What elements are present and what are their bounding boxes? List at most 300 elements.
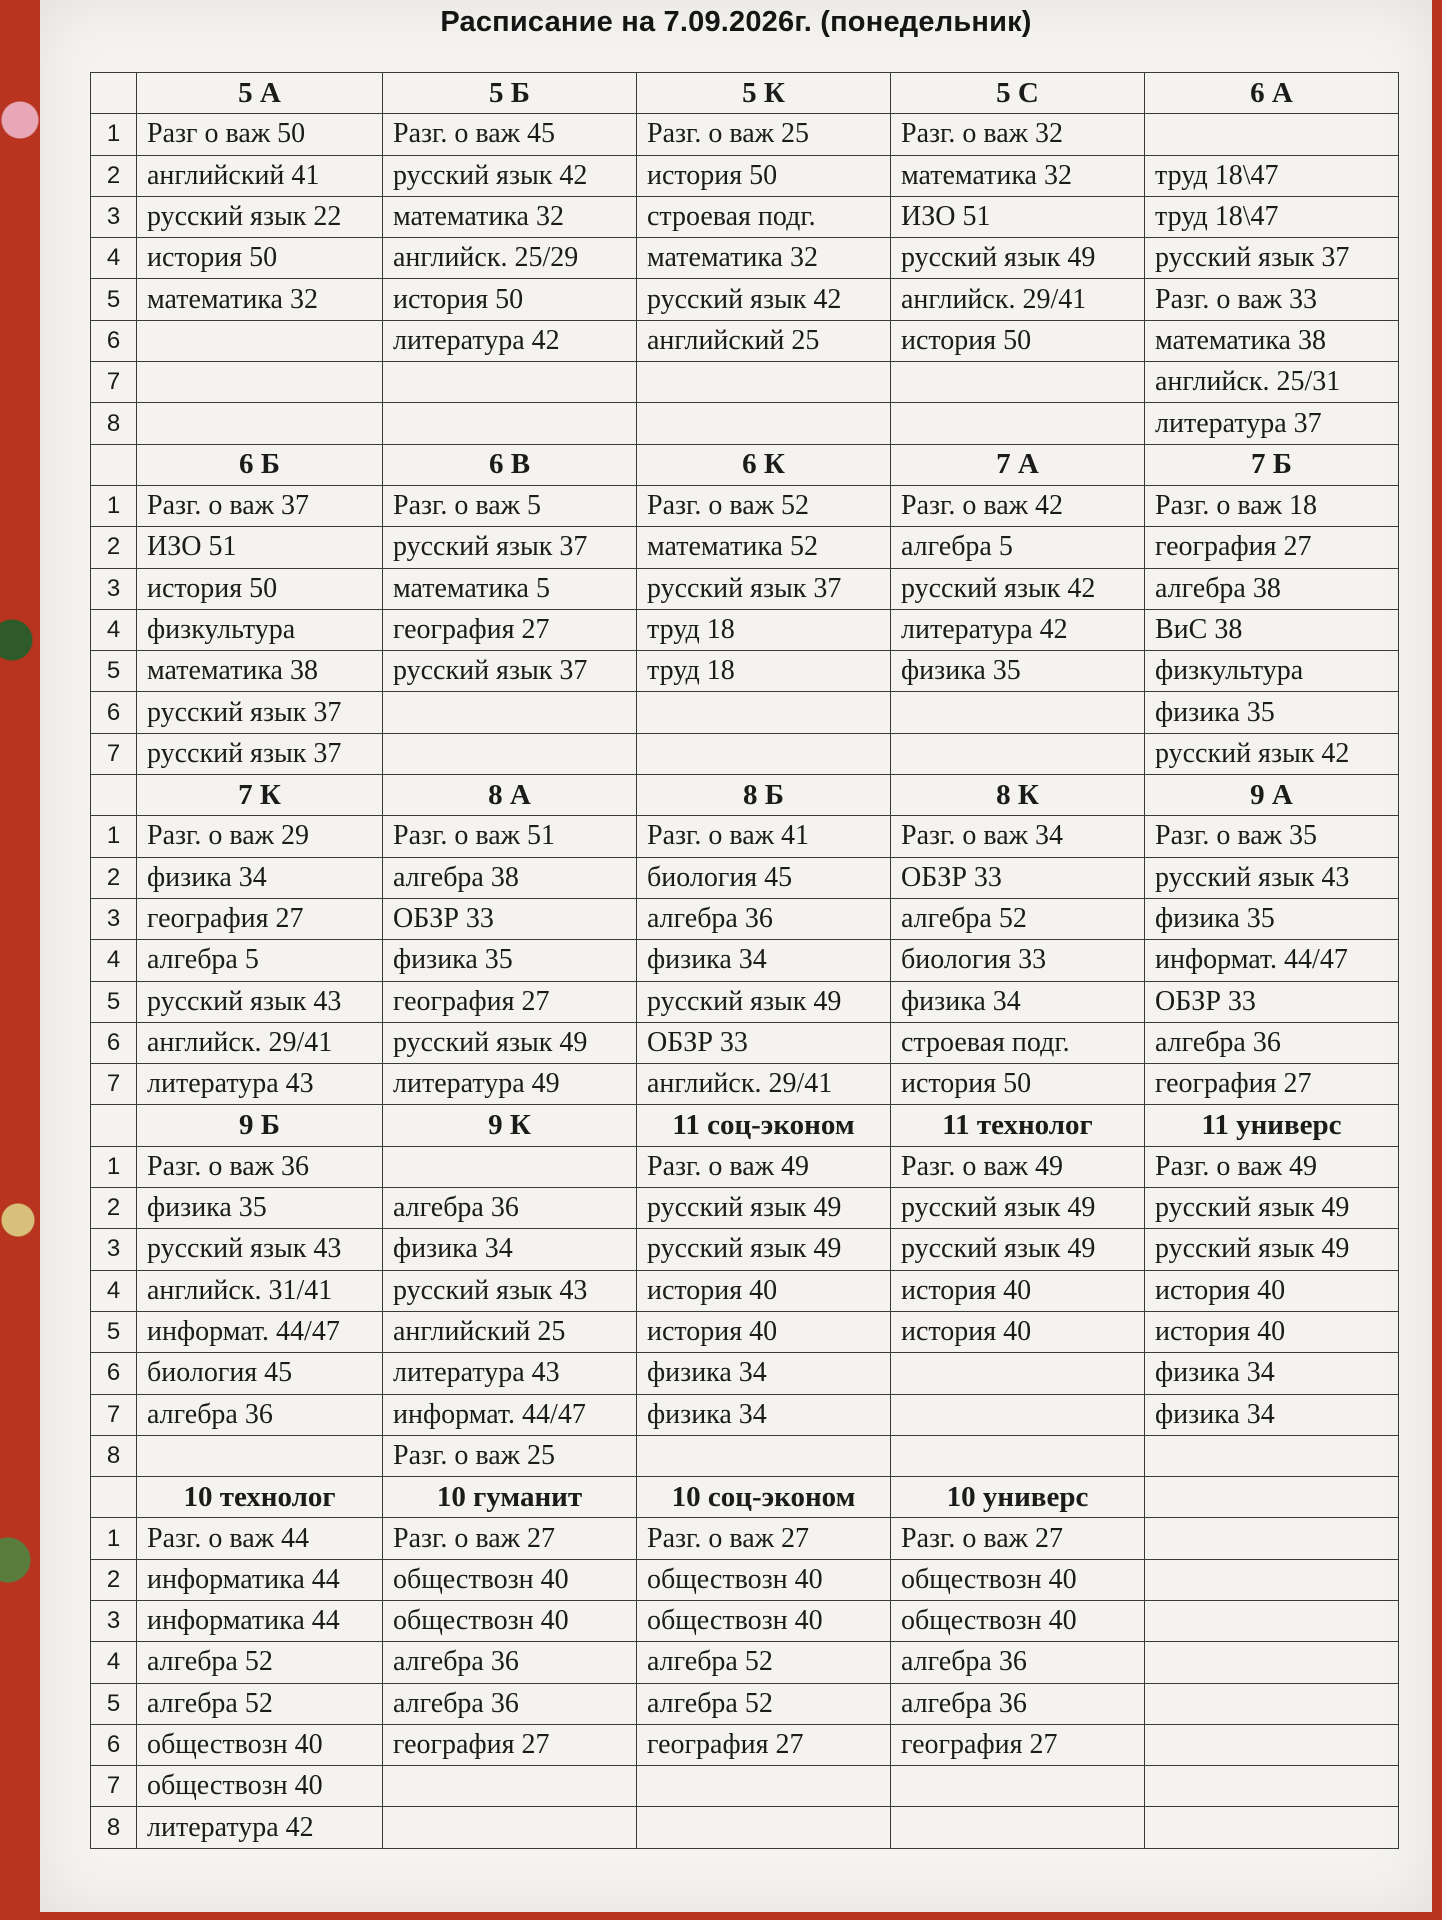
lesson-cell <box>637 403 891 444</box>
lesson-cell <box>1145 1642 1399 1683</box>
lesson-cell: русский язык 43 <box>383 1270 637 1311</box>
lesson-cell: обществозн 40 <box>137 1724 383 1765</box>
lesson-cell: русский язык 42 <box>383 155 637 196</box>
lesson-cell <box>383 1766 637 1807</box>
lesson-row <box>91 114 1399 155</box>
lesson-cell: русский язык 42 <box>891 568 1145 609</box>
lesson-cell: история 50 <box>383 279 637 320</box>
lesson-number-cell: 1 <box>91 816 137 857</box>
lesson-cell <box>637 1766 891 1807</box>
lesson-cell: ВиС 38 <box>1145 609 1399 650</box>
lesson-cell: Разг. о важ 18 <box>1145 485 1399 526</box>
lesson-cell: русский язык 49 <box>891 1188 1145 1229</box>
lesson-cell: физика 34 <box>891 981 1145 1022</box>
header-corner-cell <box>91 1105 137 1146</box>
lesson-cell: Разг. о важ 27 <box>383 1518 637 1559</box>
lesson-row <box>91 651 1399 692</box>
class-name-cell: 8 Б <box>637 775 891 816</box>
lesson-row <box>91 1394 1399 1435</box>
lesson-cell: Разг. о важ 45 <box>383 114 637 155</box>
lesson-number-cell: 6 <box>91 1353 137 1394</box>
lesson-cell: математика 32 <box>637 238 891 279</box>
lesson-cell: литература 42 <box>891 609 1145 650</box>
lesson-cell: физика 35 <box>891 651 1145 692</box>
lesson-cell: труд 18\47 <box>1145 155 1399 196</box>
lesson-cell: русский язык 37 <box>637 568 891 609</box>
lesson-number-cell: 2 <box>91 857 137 898</box>
lesson-cell: литература 43 <box>383 1353 637 1394</box>
header-corner-cell <box>91 775 137 816</box>
lesson-row <box>91 1724 1399 1765</box>
lesson-number-cell: 1 <box>91 1146 137 1187</box>
lesson-cell: ОБЗР 33 <box>383 898 637 939</box>
class-name-cell: 7 Б <box>1145 444 1399 485</box>
lesson-number-cell: 5 <box>91 981 137 1022</box>
lesson-cell: Разг. о важ 27 <box>637 1518 891 1559</box>
lesson-cell: физика 35 <box>137 1188 383 1229</box>
lesson-cell: алгебра 5 <box>137 940 383 981</box>
lesson-row <box>91 485 1399 526</box>
lesson-cell: физика 34 <box>637 1394 891 1435</box>
lesson-cell <box>891 1353 1145 1394</box>
lesson-cell: английский 25 <box>637 320 891 361</box>
lesson-cell <box>637 733 891 774</box>
lesson-cell <box>383 403 637 444</box>
lesson-row <box>91 816 1399 857</box>
lesson-row <box>91 1766 1399 1807</box>
lesson-cell <box>383 692 637 733</box>
lesson-number-cell: 4 <box>91 609 137 650</box>
lesson-cell: алгебра 5 <box>891 527 1145 568</box>
lesson-cell: география 27 <box>383 1724 637 1765</box>
lesson-cell: литература 42 <box>137 1807 383 1848</box>
lesson-number-cell: 8 <box>91 403 137 444</box>
lesson-cell: физика 34 <box>637 940 891 981</box>
lesson-cell: русский язык 43 <box>1145 857 1399 898</box>
lesson-cell: история 40 <box>1145 1270 1399 1311</box>
lesson-cell: география 27 <box>1145 1064 1399 1105</box>
lesson-cell: Разг. о важ 44 <box>137 1518 383 1559</box>
lesson-cell: ОБЗР 33 <box>1145 981 1399 1022</box>
class-name-cell: 5 Б <box>383 73 637 114</box>
lesson-cell: ОБЗР 33 <box>891 857 1145 898</box>
lesson-cell: английский 41 <box>137 155 383 196</box>
lesson-cell: строевая подг. <box>891 1022 1145 1063</box>
lesson-cell: Разг. о важ 35 <box>1145 816 1399 857</box>
lesson-cell: Разг. о важ 5 <box>383 485 637 526</box>
lesson-cell <box>1145 1766 1399 1807</box>
lesson-cell: Разг. о важ 36 <box>137 1146 383 1187</box>
lesson-number-cell: 7 <box>91 1766 137 1807</box>
lesson-number-cell: 3 <box>91 1229 137 1270</box>
lesson-row <box>91 1146 1399 1187</box>
lesson-cell <box>383 362 637 403</box>
lesson-cell: алгебра 52 <box>637 1642 891 1683</box>
lesson-number-cell: 1 <box>91 485 137 526</box>
lesson-cell: английск. 25/31 <box>1145 362 1399 403</box>
lesson-cell: история 50 <box>137 568 383 609</box>
class-name-cell: 5 К <box>637 73 891 114</box>
lesson-cell: физика 35 <box>1145 692 1399 733</box>
lesson-number-cell: 5 <box>91 279 137 320</box>
lesson-cell: русский язык 37 <box>383 651 637 692</box>
lesson-number-cell: 3 <box>91 898 137 939</box>
lesson-cell: информат. 44/47 <box>383 1394 637 1435</box>
lesson-row <box>91 609 1399 650</box>
class-name-cell: 9 А <box>1145 775 1399 816</box>
class-header-row <box>91 444 1399 485</box>
lesson-cell: Разг. о важ 29 <box>137 816 383 857</box>
lesson-row <box>91 1022 1399 1063</box>
lesson-cell: русский язык 37 <box>137 733 383 774</box>
lesson-cell: обществозн 40 <box>891 1600 1145 1641</box>
lesson-number-cell: 8 <box>91 1435 137 1476</box>
lesson-cell: английский 25 <box>383 1311 637 1352</box>
lesson-number-cell: 6 <box>91 692 137 733</box>
lesson-number-cell: 6 <box>91 320 137 361</box>
lesson-cell: информат. 44/47 <box>1145 940 1399 981</box>
lesson-cell <box>1145 1724 1399 1765</box>
lesson-cell <box>137 362 383 403</box>
class-name-cell: 10 гуманит <box>383 1477 637 1518</box>
lesson-cell: физика 34 <box>383 1229 637 1270</box>
lesson-cell: Разг. о важ 25 <box>383 1435 637 1476</box>
header-corner-cell <box>91 73 137 114</box>
lesson-cell: труд 18 <box>637 651 891 692</box>
lesson-number-cell: 7 <box>91 1064 137 1105</box>
class-name-cell: 9 К <box>383 1105 637 1146</box>
lesson-cell <box>137 320 383 361</box>
lesson-cell: русский язык 49 <box>891 1229 1145 1270</box>
lesson-cell: Разг. о важ 52 <box>637 485 891 526</box>
lesson-cell: информатика 44 <box>137 1559 383 1600</box>
lesson-number-cell: 4 <box>91 1642 137 1683</box>
class-name-cell: 11 соц-эконом <box>637 1105 891 1146</box>
lesson-row <box>91 1435 1399 1476</box>
class-name-cell: 8 К <box>891 775 1145 816</box>
lesson-cell: информатика 44 <box>137 1600 383 1641</box>
lesson-number-cell: 6 <box>91 1022 137 1063</box>
lesson-number-cell: 2 <box>91 155 137 196</box>
lesson-cell <box>891 1435 1145 1476</box>
lesson-cell: алгебра 38 <box>383 857 637 898</box>
lesson-cell: биология 45 <box>637 857 891 898</box>
lesson-cell <box>891 1807 1145 1848</box>
lesson-cell <box>1145 1683 1399 1724</box>
lesson-number-cell: 2 <box>91 1559 137 1600</box>
lesson-cell <box>383 733 637 774</box>
lesson-row <box>91 1600 1399 1641</box>
lesson-cell <box>1145 1435 1399 1476</box>
lesson-cell: Разг. о важ 51 <box>383 816 637 857</box>
lesson-cell: физика 35 <box>383 940 637 981</box>
lesson-cell: математика 52 <box>637 527 891 568</box>
lesson-cell: обществозн 40 <box>383 1559 637 1600</box>
lesson-cell: алгебра 36 <box>383 1188 637 1229</box>
lesson-cell: алгебра 36 <box>891 1642 1145 1683</box>
lesson-cell: физика 34 <box>1145 1394 1399 1435</box>
lesson-cell: алгебра 38 <box>1145 568 1399 609</box>
lesson-cell: история 40 <box>1145 1311 1399 1352</box>
lesson-cell: русский язык 49 <box>637 1229 891 1270</box>
lesson-cell: ИЗО 51 <box>891 196 1145 237</box>
lesson-cell: история 50 <box>637 155 891 196</box>
lesson-cell: биология 33 <box>891 940 1145 981</box>
schedule-sheet <box>40 0 1432 1912</box>
lesson-cell: алгебра 52 <box>891 898 1145 939</box>
lesson-cell: информат. 44/47 <box>137 1311 383 1352</box>
lesson-cell: литература 49 <box>383 1064 637 1105</box>
lesson-cell: алгебра 36 <box>383 1642 637 1683</box>
class-name-cell: 10 соц-эконом <box>637 1477 891 1518</box>
lesson-row <box>91 196 1399 237</box>
lesson-cell: физкультура <box>137 609 383 650</box>
lesson-cell: алгебра 52 <box>637 1683 891 1724</box>
lesson-row <box>91 857 1399 898</box>
lesson-cell: русский язык 49 <box>637 981 891 1022</box>
class-name-cell: 6 Б <box>137 444 383 485</box>
lesson-cell: труд 18\47 <box>1145 196 1399 237</box>
lesson-row <box>91 1518 1399 1559</box>
lesson-cell <box>137 403 383 444</box>
lesson-cell: ОБЗР 33 <box>637 1022 891 1063</box>
class-name-cell: 9 Б <box>137 1105 383 1146</box>
lesson-cell: русский язык 43 <box>137 1229 383 1270</box>
lesson-cell: Разг. о важ 27 <box>891 1518 1145 1559</box>
lesson-cell: обществозн 40 <box>637 1600 891 1641</box>
lesson-number-cell: 4 <box>91 940 137 981</box>
lesson-cell: Разг. о важ 33 <box>1145 279 1399 320</box>
lesson-cell: английск. 29/41 <box>891 279 1145 320</box>
lesson-cell: физкультура <box>1145 651 1399 692</box>
lesson-cell: история 50 <box>891 320 1145 361</box>
lesson-cell: физика 35 <box>1145 898 1399 939</box>
lesson-cell: математика 32 <box>383 196 637 237</box>
lesson-cell: Разг. о важ 49 <box>891 1146 1145 1187</box>
lesson-cell: история 40 <box>891 1311 1145 1352</box>
lesson-cell: Разг. о важ 32 <box>891 114 1145 155</box>
lesson-cell <box>637 1807 891 1848</box>
lesson-cell <box>1145 114 1399 155</box>
lesson-cell: обществозн 40 <box>891 1559 1145 1600</box>
lesson-row <box>91 940 1399 981</box>
lesson-row <box>91 898 1399 939</box>
lesson-cell: Разг. о важ 37 <box>137 485 383 526</box>
lesson-row <box>91 1642 1399 1683</box>
lesson-row <box>91 981 1399 1022</box>
lesson-cell <box>891 403 1145 444</box>
lesson-cell: русский язык 49 <box>1145 1229 1399 1270</box>
lesson-cell: русский язык 49 <box>383 1022 637 1063</box>
lesson-cell: история 40 <box>637 1270 891 1311</box>
lesson-cell: русский язык 42 <box>1145 733 1399 774</box>
lesson-cell: география 27 <box>891 1724 1145 1765</box>
lesson-cell: английск. 31/41 <box>137 1270 383 1311</box>
lesson-number-cell: 6 <box>91 1724 137 1765</box>
lesson-cell: история 50 <box>137 238 383 279</box>
lesson-number-cell: 7 <box>91 362 137 403</box>
class-name-cell: 11 технолог <box>891 1105 1145 1146</box>
lesson-cell: алгебра 52 <box>137 1683 383 1724</box>
class-name-cell: 10 технолог <box>137 1477 383 1518</box>
lesson-cell <box>1145 1518 1399 1559</box>
page-title: Расписание на 7.09.2026г. (понедельник) <box>440 6 1032 38</box>
lesson-row <box>91 1559 1399 1600</box>
lesson-cell: математика 32 <box>137 279 383 320</box>
lesson-cell: математика 38 <box>137 651 383 692</box>
lesson-cell: обществозн 40 <box>137 1766 383 1807</box>
lesson-row <box>91 692 1399 733</box>
lesson-cell: алгебра 36 <box>637 898 891 939</box>
lesson-cell: английск. 29/41 <box>637 1064 891 1105</box>
lesson-cell: литература 42 <box>383 320 637 361</box>
lesson-cell: обществозн 40 <box>383 1600 637 1641</box>
lesson-cell <box>383 1807 637 1848</box>
lesson-number-cell: 2 <box>91 527 137 568</box>
lesson-cell: история 40 <box>891 1270 1145 1311</box>
lesson-cell: Разг. о важ 34 <box>891 816 1145 857</box>
lesson-cell: Разг о важ 50 <box>137 114 383 155</box>
lesson-row <box>91 1064 1399 1105</box>
lesson-cell: физика 34 <box>1145 1353 1399 1394</box>
lesson-cell <box>891 1766 1145 1807</box>
class-name-cell: 8 А <box>383 775 637 816</box>
lesson-number-cell: 3 <box>91 196 137 237</box>
class-name-cell: 11 универс <box>1145 1105 1399 1146</box>
lesson-cell: русский язык 22 <box>137 196 383 237</box>
lesson-row <box>91 527 1399 568</box>
lesson-cell: география 27 <box>137 898 383 939</box>
lesson-cell: русский язык 37 <box>1145 238 1399 279</box>
schedule-body <box>91 73 1399 1849</box>
lesson-cell <box>383 1146 637 1187</box>
class-header-row <box>91 73 1399 114</box>
lesson-cell: история 50 <box>891 1064 1145 1105</box>
lesson-cell: русский язык 49 <box>637 1188 891 1229</box>
lesson-number-cell: 4 <box>91 1270 137 1311</box>
lesson-cell <box>1145 1807 1399 1848</box>
lesson-cell: литература 37 <box>1145 403 1399 444</box>
lesson-number-cell: 5 <box>91 651 137 692</box>
class-name-cell: 6 К <box>637 444 891 485</box>
lesson-cell: алгебра 36 <box>383 1683 637 1724</box>
class-name-cell <box>1145 1477 1399 1518</box>
schedule-table <box>90 72 1399 1849</box>
lesson-cell: география 27 <box>383 609 637 650</box>
lesson-cell <box>891 362 1145 403</box>
lesson-number-cell: 7 <box>91 1394 137 1435</box>
lesson-number-cell: 5 <box>91 1683 137 1724</box>
lesson-row <box>91 403 1399 444</box>
lesson-cell: Разг. о важ 49 <box>1145 1146 1399 1187</box>
lesson-cell <box>1145 1600 1399 1641</box>
lesson-row <box>91 568 1399 609</box>
lesson-row <box>91 1270 1399 1311</box>
class-name-cell: 5 А <box>137 73 383 114</box>
lesson-cell: математика 5 <box>383 568 637 609</box>
lesson-cell: алгебра 36 <box>137 1394 383 1435</box>
lesson-cell: ИЗО 51 <box>137 527 383 568</box>
lesson-cell: русский язык 37 <box>137 692 383 733</box>
lesson-row <box>91 1683 1399 1724</box>
lesson-cell: английск. 25/29 <box>383 238 637 279</box>
header-corner-cell <box>91 1477 137 1518</box>
class-name-cell: 6 А <box>1145 73 1399 114</box>
lesson-row <box>91 1229 1399 1270</box>
lesson-cell: география 27 <box>383 981 637 1022</box>
lesson-cell: физика 34 <box>637 1353 891 1394</box>
lesson-cell <box>637 1435 891 1476</box>
lesson-row <box>91 238 1399 279</box>
lesson-cell: Разг. о важ 25 <box>637 114 891 155</box>
lesson-cell: труд 18 <box>637 609 891 650</box>
lesson-cell: Разг. о важ 42 <box>891 485 1145 526</box>
lesson-cell: русский язык 43 <box>137 981 383 1022</box>
header-corner-cell <box>91 444 137 485</box>
lesson-cell <box>891 733 1145 774</box>
lesson-cell: русский язык 49 <box>891 238 1145 279</box>
lesson-cell: география 27 <box>637 1724 891 1765</box>
lesson-cell: математика 32 <box>891 155 1145 196</box>
lesson-row <box>91 733 1399 774</box>
lesson-cell <box>637 692 891 733</box>
class-name-cell: 7 А <box>891 444 1145 485</box>
lesson-cell: физика 34 <box>137 857 383 898</box>
lesson-row <box>91 279 1399 320</box>
lesson-cell: русский язык 49 <box>1145 1188 1399 1229</box>
lesson-cell: литература 43 <box>137 1064 383 1105</box>
lesson-number-cell: 1 <box>91 114 137 155</box>
lesson-number-cell: 5 <box>91 1311 137 1352</box>
lesson-cell <box>891 692 1145 733</box>
lesson-cell: география 27 <box>1145 527 1399 568</box>
class-header-row <box>91 775 1399 816</box>
lesson-cell: алгебра 36 <box>1145 1022 1399 1063</box>
lesson-cell <box>137 1435 383 1476</box>
lesson-cell: обществозн 40 <box>637 1559 891 1600</box>
lesson-cell: алгебра 52 <box>137 1642 383 1683</box>
class-header-row <box>91 1477 1399 1518</box>
lesson-cell: русский язык 42 <box>637 279 891 320</box>
lesson-cell: алгебра 36 <box>891 1683 1145 1724</box>
class-name-cell: 6 В <box>383 444 637 485</box>
lesson-row <box>91 1311 1399 1352</box>
class-name-cell: 7 К <box>137 775 383 816</box>
lesson-cell: русский язык 37 <box>383 527 637 568</box>
lesson-number-cell: 2 <box>91 1188 137 1229</box>
lesson-cell: Разг. о важ 49 <box>637 1146 891 1187</box>
class-name-cell: 5 С <box>891 73 1145 114</box>
lesson-cell: биология 45 <box>137 1353 383 1394</box>
lesson-cell <box>637 362 891 403</box>
lesson-row <box>91 1188 1399 1229</box>
lesson-number-cell: 1 <box>91 1518 137 1559</box>
lesson-cell: английск. 29/41 <box>137 1022 383 1063</box>
lesson-row <box>91 1807 1399 1848</box>
lesson-cell <box>1145 1559 1399 1600</box>
lesson-number-cell: 8 <box>91 1807 137 1848</box>
lesson-row <box>91 155 1399 196</box>
lesson-row <box>91 320 1399 361</box>
lesson-cell: история 40 <box>637 1311 891 1352</box>
lesson-cell: строевая подг. <box>637 196 891 237</box>
lesson-row <box>91 1353 1399 1394</box>
lesson-cell: математика 38 <box>1145 320 1399 361</box>
lesson-cell: Разг. о важ 41 <box>637 816 891 857</box>
lesson-cell <box>891 1394 1145 1435</box>
lesson-number-cell: 3 <box>91 568 137 609</box>
lesson-number-cell: 7 <box>91 733 137 774</box>
